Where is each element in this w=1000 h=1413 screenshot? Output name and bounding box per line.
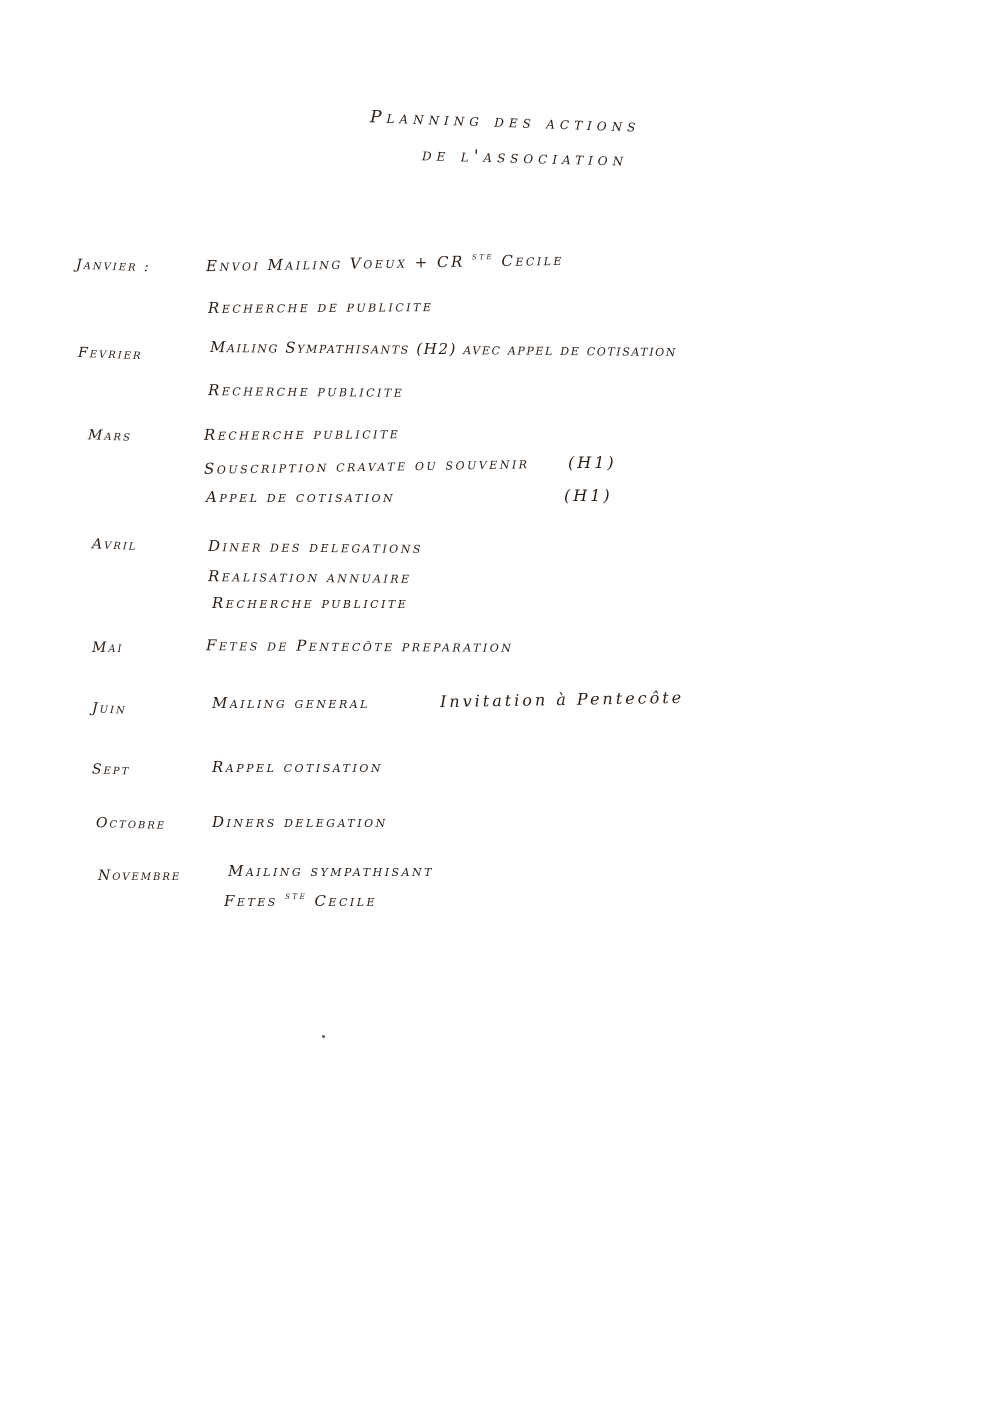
stray-ink-dot: [322, 1035, 325, 1038]
action-avril-2: Realisation annuaire: [207, 567, 412, 587]
action-mars-2: Souscription cravate ou souvenir: [203, 454, 530, 478]
note-juin-invitation: Invitation à Pentecôte: [439, 687, 685, 712]
month-mai: Mai: [92, 640, 124, 656]
action-janvier-1: Envoi Mailing Voeux + CR $^{ste}$ Cecile: [205, 250, 565, 276]
action-avril-3: Recherche publicite: [212, 594, 409, 612]
action-janvier-2: Recherche de publicite: [207, 297, 434, 317]
month-avril: Avril: [91, 536, 138, 554]
page-title-line-1: Planning des actions: [369, 107, 641, 137]
note-mars-h1-1: (H1): [568, 453, 617, 472]
action-mai-1: Fetes de Pentecôte preparation: [205, 636, 514, 656]
month-sept: Sept: [91, 761, 131, 779]
note-mars-h1-2: (H1): [564, 486, 613, 505]
action-novembre-2: Fetes $^{ste}$ Cecile: [224, 891, 378, 910]
month-octobre: Octobre: [95, 815, 167, 833]
month-mars: Mars: [87, 427, 133, 445]
action-novembre-1: Mailing sympathisant: [228, 862, 434, 880]
action-octobre-1: Diners delegation: [212, 813, 388, 831]
action-mars-1: Recherche publicite: [203, 424, 401, 444]
action-avril-1: Diner des delegations: [207, 537, 423, 557]
action-sept-1: Rappel cotisation: [212, 758, 383, 776]
month-novembre: Novembre: [98, 868, 182, 884]
page-title-line-2: de l'association: [421, 145, 629, 171]
action-juin-1: Mailing general: [212, 694, 370, 712]
action-fevrier-2: Recherche publicite: [207, 381, 405, 401]
action-fevrier-1: Mailing Sympathisants (H2) avec appel de cotisation: [209, 337, 678, 361]
month-juin: Juin: [91, 700, 128, 718]
action-mars-3: Appel de cotisation: [206, 488, 396, 506]
month-janvier: Janvier :: [75, 256, 152, 276]
month-fevrier: Fevrier: [77, 344, 143, 364]
